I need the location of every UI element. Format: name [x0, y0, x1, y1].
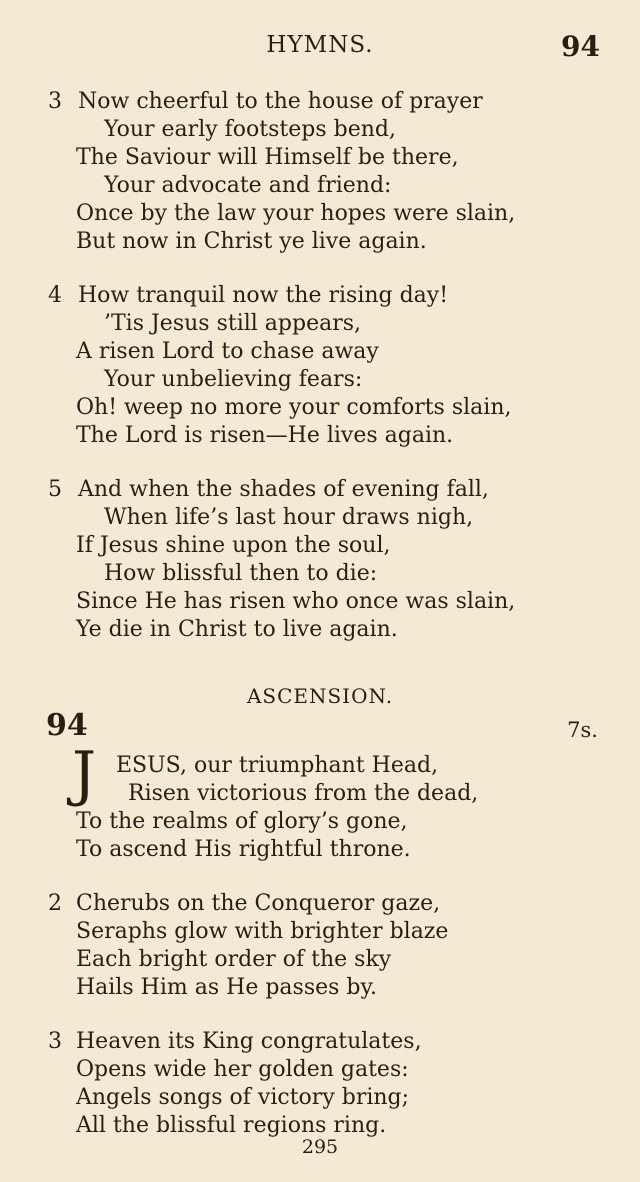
verse-line: Since He has risen who once was slain, [76, 589, 516, 614]
verse-line: A risen Lord to chase away [76, 339, 379, 364]
hymn-meter: 7s. [567, 718, 598, 742]
verse-line: Angels songs of victory bring; [76, 1085, 410, 1110]
running-title: HYMNS. [266, 32, 374, 58]
verse-line: If Jesus shine upon the soul, [76, 533, 391, 558]
page-header [0, 30, 640, 66]
verse-line: Once by the law your hopes were slain, [76, 201, 516, 226]
section-heading: ASCENSION. [246, 684, 394, 708]
stanza-number: 3 [48, 89, 62, 114]
verse-line: Each bright order of the sky [76, 947, 392, 972]
verse-line: Heaven its King congratulates, [76, 1029, 422, 1054]
verse-line: Now cheerful to the house of prayer [78, 89, 483, 114]
verse-line: The Lord is risen—He lives again. [76, 423, 454, 448]
verse-line: ESUS, our triumphant Head, [116, 753, 439, 778]
verse-line: ’Tis Jesus still appears, [104, 311, 362, 336]
verse-line: Opens wide her golden gates: [76, 1057, 409, 1082]
verse-line: Cherubs on the Conqueror gaze, [76, 891, 441, 916]
verse-line: How tranquil now the rising day! [78, 283, 449, 308]
stanza-number: 2 [48, 891, 62, 916]
stanza-number: 3 [48, 1029, 62, 1054]
verse-line: The Saviour will Himself be there, [76, 145, 459, 170]
verse-line: Risen victorious from the dead, [128, 781, 479, 806]
verse-line: But now in Christ ye live again. [76, 229, 427, 254]
page-hymn-number: 94 [561, 30, 600, 63]
stanza-number: 5 [48, 477, 62, 502]
page-folio: 295 [301, 1136, 339, 1158]
verse-line: Your early footsteps bend, [104, 117, 396, 142]
verse-line: Seraphs glow with brighter blaze [76, 919, 449, 944]
verse-line: Your advocate and friend: [104, 173, 392, 198]
verse-line: To the realms of glory’s gone, [76, 809, 408, 834]
verse-line: How blissful then to die: [104, 561, 378, 586]
verse-line: Hails Him as He passes by. [76, 975, 377, 1000]
hymn-number: 94 [46, 708, 88, 743]
verse-line: Ye die in Christ to live again. [76, 617, 398, 642]
verse-line: All the blissful regions ring. [76, 1113, 387, 1138]
stanza-number: 4 [48, 283, 62, 308]
verse-line: And when the shades of evening fall, [78, 477, 489, 502]
drop-cap: J [72, 739, 97, 809]
verse-line: Oh! weep no more your comforts slain, [76, 395, 512, 420]
verse-line: To ascend His rightful throne. [76, 837, 411, 862]
verse-line: When life’s last hour draws nigh, [104, 505, 474, 530]
verse-line: Your unbelieving fears: [104, 367, 363, 392]
